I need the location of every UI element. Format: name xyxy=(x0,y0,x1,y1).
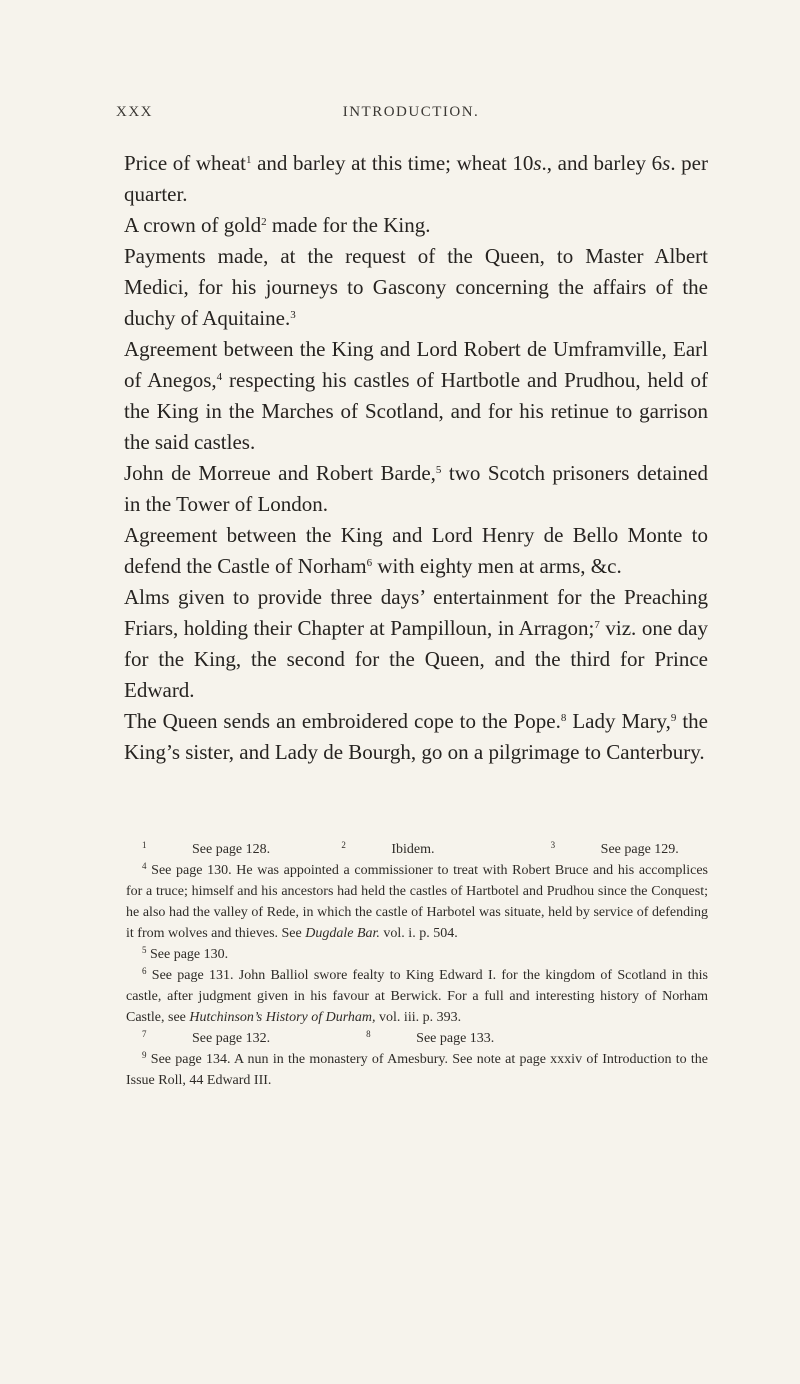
paragraph-payments: Payments made, at the request of the Queen, to Master Albert Medici, for his journeys to Gascony concerning the affairs of the duchy of Aquitaine.$^3$ xyxy=(124,244,708,330)
footnote-8: $^8$ See page 133. xyxy=(366,1029,495,1046)
footnote-ref: 9 xyxy=(670,712,677,724)
paragraph-crown: A crown of gold$^2$ made for the King. xyxy=(124,213,431,237)
footnote-ref: 7 xyxy=(594,619,600,631)
footnote-ref: 3 xyxy=(290,309,296,321)
footnote-5: $^5$ See page 130. xyxy=(142,945,229,962)
footnote-row-1-3 xyxy=(126,839,708,860)
footnote-ref: 4 xyxy=(216,371,223,383)
footnote-ref: 6 xyxy=(366,557,373,569)
footnote-7: $^7$ See page 132. xyxy=(142,1029,271,1046)
footnote-1: $^1$ See page 128. xyxy=(142,840,271,857)
running-title: INTRODUCTION. xyxy=(342,104,480,120)
footnote-4: $^4$ See page 130. He was appointed a commissioner to treat with Robert Bruce and his accomplices for a truce; himself and his ancestors had held the castles of Hartbotel and Prudhou since the Conquest; he also had the valley of Rede, in which the castle of Harbotel was situate, held by service of defending it from wolves and thieves. See Dugdale Bar. vol. i. p. 504. xyxy=(126,861,709,941)
paragraph-wheat: Price of wheat$^1$ and barley at this time; wheat 10s., and barley 6s. per quarter. xyxy=(124,151,708,206)
paragraph-cope: The Queen sends an embroidered cope to the Pope.$^8$ Lady Mary,$^9$ the King’s sister, and Lady de Bourgh, go on a pilgrimage to Canterbury. xyxy=(124,709,708,764)
footnote-6: $^6$ See page 131. John Balliol swore fealty to King Edward I. for the kingdom of Scotland in this castle, after judgment given in his favour at Berwick. For a full and interesting history of Norham Castle, see Hutchinson’s History of Durham, vol. iii. p. 393. xyxy=(126,966,709,1025)
footnote-9: $^9$ See page 134. A nun in the monastery of Amesbury. See note at page xxxiv of Introduction to the Issue Roll, 44 Edward III. xyxy=(126,1050,709,1088)
paragraph-norham: Agreement between the King and Lord Henry de Bello Monte to defend the Castle of Norham$^6$ with eighty men at arms, &c. xyxy=(124,523,708,578)
footnote-ref: 8 xyxy=(560,712,567,724)
footnote-row-7-8 xyxy=(126,1028,708,1049)
paragraph-alms: Alms given to provide three days’ entertainment for the Preaching Friars, holding their Chapter at Pampilloun, in Arragon;$^7$ viz. one day for the King, the second for the Queen, and the third for Prince Edward. xyxy=(124,585,708,702)
footnote-ref: 5 xyxy=(435,464,442,476)
running-header xyxy=(116,104,706,128)
footnote-3: $^3$ See page 129. xyxy=(550,840,679,857)
footnote-2: $^2$ Ibidem. xyxy=(341,840,435,857)
paragraph-umframville: Agreement between the King and Lord Robert de Umframville, Earl of Anegos,$^4$ respecting his castles of Hartbotle and Prudhou, held of the King in the Marches of Scotland, and for his retinue to garrison the said castles. xyxy=(124,337,708,454)
paragraph-prisoners: John de Morreue and Robert Barde,$^5$ two Scotch prisoners detained in the Tower of London. xyxy=(124,461,708,516)
page-number: XXX xyxy=(116,104,153,120)
footnote-ref: 2 xyxy=(261,216,267,228)
footnote-ref: 1 xyxy=(246,154,252,166)
main-text xyxy=(124,148,708,768)
footnotes xyxy=(126,839,708,1091)
